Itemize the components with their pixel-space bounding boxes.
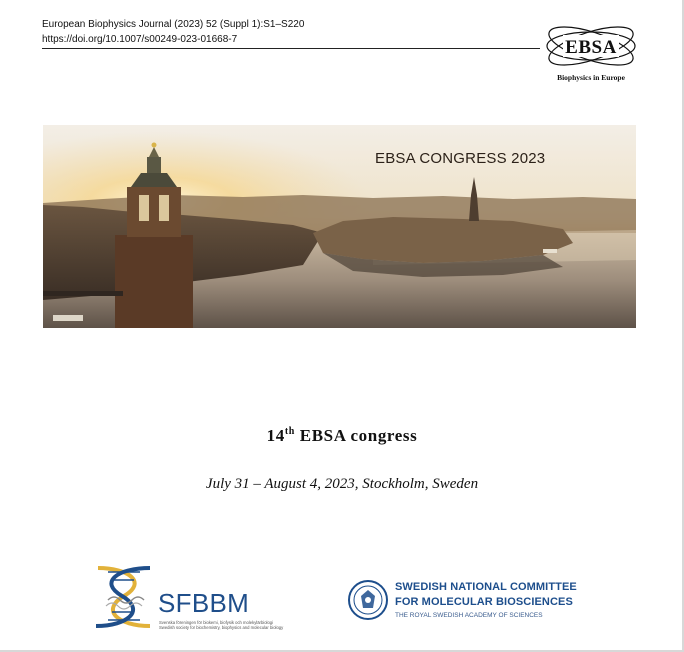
doi-link[interactable]: https://doi.org/10.1007/s00249-023-01668-7 <box>42 34 238 45</box>
journal-citation: European Biophysics Journal (2023) 52 (Suppl 1):S1–S220 <box>42 19 305 30</box>
congress-number: 14 <box>266 426 285 445</box>
dna-helix-icon <box>88 560 158 635</box>
sfbbm-swedish-name: Svenska föreningen för biokemi, biofysik och molekylärbiologi <box>159 620 274 625</box>
sfbbm-name: SFBBM <box>158 588 250 618</box>
banner-title: EBSA CONGRESS 2023 <box>375 150 546 167</box>
sncmb-logo <box>347 578 587 628</box>
ebsa-logo-text: EBSA <box>565 37 617 58</box>
ebsa-tagline: Biophysics in Europe <box>557 73 625 82</box>
journal-header <box>42 17 304 47</box>
sfbbm-logo <box>88 560 284 635</box>
stockholm-skyline-photo <box>43 125 636 328</box>
congress-ordinal: th <box>284 426 295 437</box>
stockholm-banner-image <box>43 125 636 328</box>
sncmb-academy-line: THE ROYAL SWEDISH ACADEMY OF SCIENCES <box>395 612 543 619</box>
sfbbm-english-name: Swedish society for biochemistry, biophysics and molecular biology <box>159 625 284 630</box>
congress-title <box>0 426 684 446</box>
ebsa-logo <box>543 18 639 86</box>
royal-academy-seal-icon <box>347 578 389 622</box>
sncmb-name-line1: SWEDISH NATIONAL COMMITTEE <box>395 581 577 593</box>
congress-dates-location: July 31 – August 4, 2023, Stockholm, Sweden <box>205 476 479 492</box>
header-rule <box>42 48 540 49</box>
sncmb-name-line2: FOR MOLECULAR BIOSCIENCES <box>395 596 573 608</box>
congress-name: EBSA congress <box>299 426 418 445</box>
